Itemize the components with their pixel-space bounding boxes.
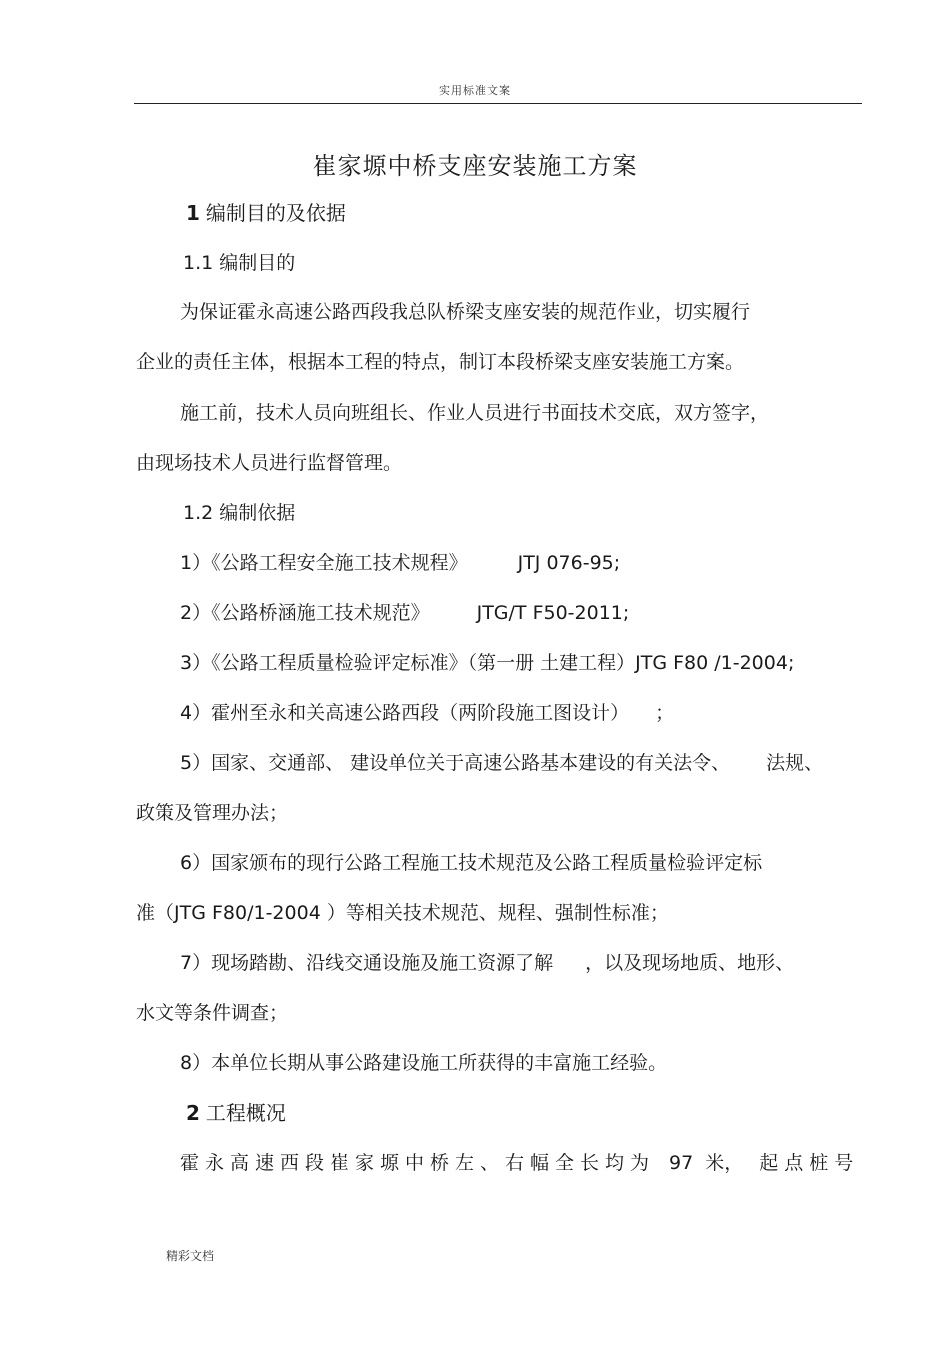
- basis-item-4: [180, 700, 674, 726]
- paragraph-3-text: 霍永高速西段崔家塬中桥左、右幅全长均为: [180, 1152, 656, 1174]
- page-header: 实用标准文案: [439, 84, 511, 97]
- paragraph-3-line-1: [180, 1150, 859, 1176]
- section-2-heading: [186, 1100, 286, 1126]
- basis-item-1-code: JTJ 076-95;: [517, 552, 621, 574]
- basis-item-5-tail: 法规、: [766, 752, 824, 774]
- paragraph-1-line-2: 企业的责任主体，根据本工程的特点，制订本段桥梁支座安装施工方案。: [136, 351, 745, 373]
- basis-item-7-tail: ，以及现场地质、地形、: [585, 952, 795, 974]
- paragraph-3-tail: 起点桩号: [759, 1152, 860, 1174]
- basis-item-1-text: 1）《公路工程安全施工技术规程》: [180, 552, 468, 574]
- document-title: 崔家塬中桥支座安装施工方案: [312, 152, 638, 180]
- basis-item-2-code: JTG/T F50-2011;: [476, 602, 630, 624]
- paragraph-3-length: 97: [669, 1152, 694, 1174]
- basis-item-4-text: 4）霍州至永和关高速公路西段（两阶段施工图设计）: [180, 702, 630, 724]
- basis-item-6-line-1: 6）国家颁布的现行公路工程施工技术规范及公路工程质量检验评定标: [180, 852, 763, 874]
- header-divider: [134, 103, 862, 104]
- basis-item-7-text: 7）现场踏勘、沿线交通设施及施工资源了解: [180, 952, 554, 974]
- section-2-label: 工程概况: [205, 1101, 286, 1125]
- basis-item-8: 8）本单位长期从事公路建设施工所获得的丰富施工经验。: [180, 1052, 668, 1074]
- paragraph-2-line-2: 由现场技术人员进行监督管理。: [136, 452, 403, 474]
- basis-item-6-line-2: 准（JTG F80/1-2004 ）等相关技术规范、规程、强制性标准；: [136, 902, 669, 924]
- paragraph-2-line-1: 施工前，技术人员向班组长、作业人员进行书面技术交底，双方签字，: [180, 402, 770, 424]
- basis-item-4-end: ；: [655, 702, 675, 724]
- basis-item-1: [180, 550, 620, 576]
- basis-item-7-line-2: 水文等条件调查；: [136, 1002, 289, 1024]
- paragraph-1-line-1: 为保证霍永高速公路西段我总队桥梁支座安装的规范作业，切实履行: [180, 301, 751, 323]
- section-1-label: 编制目的及依据: [205, 201, 346, 225]
- page-footer: 精彩文档: [166, 1249, 215, 1263]
- basis-item-2-text: 2）《公路桥涵施工技术规范》: [180, 602, 430, 624]
- basis-item-5-line-1: [180, 750, 823, 776]
- paragraph-3-unit: 米，: [705, 1152, 744, 1174]
- basis-item-7-line-1: [180, 950, 794, 976]
- section-1-2-heading: 1.2 编制依据: [183, 502, 296, 524]
- section-1-heading: [186, 200, 346, 226]
- section-1-1-heading: 1.1 编制目的: [183, 252, 296, 274]
- basis-item-2: [180, 600, 629, 626]
- section-1-number: 1: [186, 201, 200, 225]
- basis-item-5-line-2: 政策及管理办法；: [136, 802, 289, 824]
- section-2-number: 2: [186, 1101, 200, 1125]
- basis-item-5-text: 5）国家、交通部、 建设单位关于高速公路基本建设的有关法令、: [180, 752, 731, 774]
- basis-item-3: 3）《公路工程质量检验评定标准》（第一册 土建工程）JTG F80 /1-2004;: [180, 652, 795, 674]
